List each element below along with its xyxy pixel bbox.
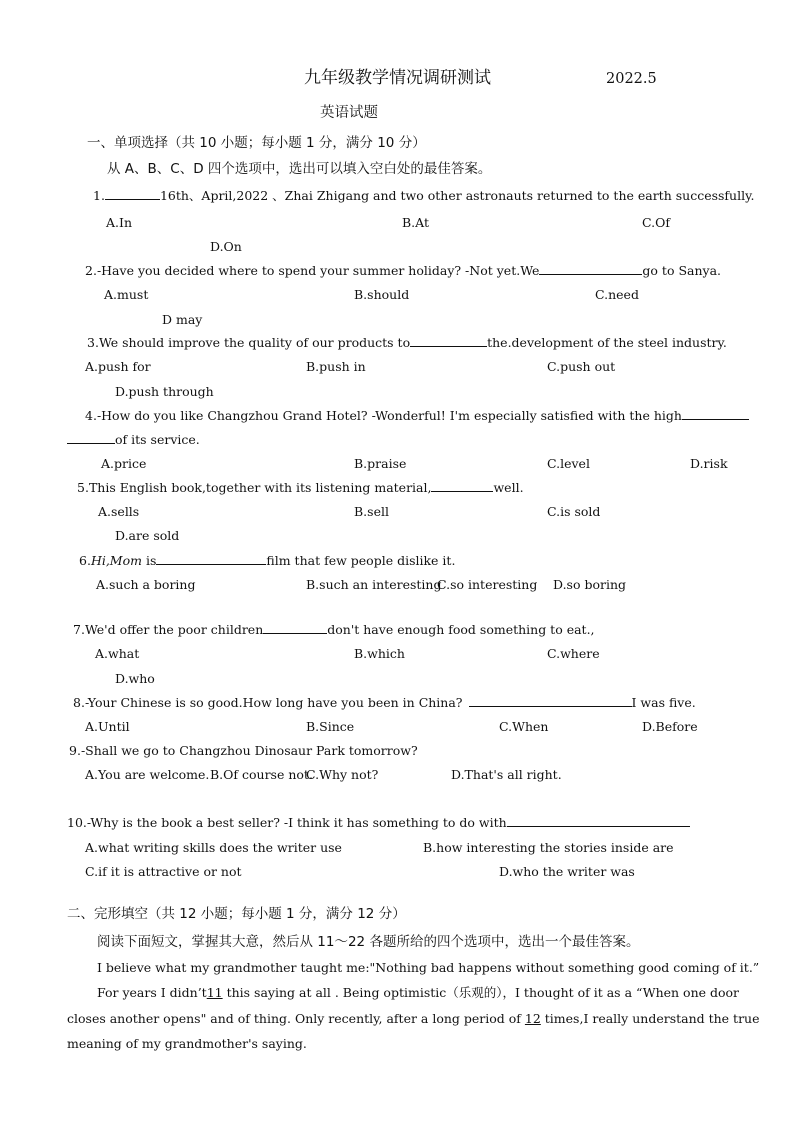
option-c: C.push out xyxy=(547,359,616,374)
answer-blank xyxy=(410,335,487,347)
option-a: A.You are welcome. xyxy=(85,767,210,782)
option-b: B.how interesting the stories inside are xyxy=(423,840,674,855)
answer-blank xyxy=(156,553,266,565)
question-7-stem xyxy=(73,622,595,638)
option-d: D.so boring xyxy=(553,577,627,592)
question-number: 1. xyxy=(93,188,105,203)
question-6-stem xyxy=(79,553,455,569)
question-text-after: of its service. xyxy=(115,432,200,447)
cloze-blank-12: 12 xyxy=(524,1011,541,1026)
question-text-after: I was five. xyxy=(631,695,696,710)
question-number: 10. xyxy=(67,815,87,830)
option-a: A.Until xyxy=(85,719,130,734)
answer-blank xyxy=(105,188,160,200)
option-d: D.On xyxy=(210,239,242,254)
question-text-after: go to Sanya. xyxy=(642,263,721,278)
option-b: B.At xyxy=(402,215,429,230)
answer-blank xyxy=(507,815,690,827)
option-b: B.such an interesting xyxy=(306,577,442,592)
question-number: 4. xyxy=(85,408,97,423)
option-c: C.Why not? xyxy=(306,767,379,782)
question-4-stem xyxy=(85,408,749,424)
option-a: A.what writing skills does the writer use xyxy=(85,840,342,855)
question-5-stem xyxy=(77,480,524,496)
question-text-before: We'd offer the poor children xyxy=(84,622,264,637)
question-10-stem xyxy=(67,815,690,831)
question-text-before: -How do you like Changzhou Grand Hotel? -Wonderful! I'm especially satisfied with the high xyxy=(96,408,682,423)
film-title: Hi,Mom xyxy=(90,553,142,568)
passage-text: For years I didn’t xyxy=(97,985,207,1000)
question-number: 6. xyxy=(79,553,91,568)
option-a: A.sells xyxy=(98,504,140,519)
question-text-before: -Your Chinese is so good.How long have you been in China? xyxy=(84,695,463,710)
option-b: B.push in xyxy=(306,359,366,374)
passage-text: this saying at all . Being optimistic（乐观的），I thought of it as a “When one door xyxy=(222,985,740,1000)
answer-blank xyxy=(263,622,327,634)
page-title: 九年级教学情况调研测试 xyxy=(304,68,491,88)
question-text-after: well. xyxy=(493,480,524,495)
passage-line-4: meaning of my grandmother's saying. xyxy=(67,1036,307,1051)
section2-instruction: 阅读下面短文，掌握其大意，然后从 11～22 各题所给的四个选项中，选出一个最佳答案。 xyxy=(97,934,640,950)
question-3-stem xyxy=(87,335,727,351)
section2-heading: 二、完形填空（共 12 小题；每小题 1 分，满分 12 分） xyxy=(67,906,406,922)
passage-line-3 xyxy=(67,1011,760,1027)
option-b: B.which xyxy=(354,646,405,661)
option-c: C.so interesting xyxy=(437,577,538,592)
option-c: C.Of xyxy=(642,215,670,230)
option-d: D.risk xyxy=(690,456,728,471)
passage-paragraph-1: I believe what my grandmother taught me:"Nothing bad happens without something good coming of it.” xyxy=(97,960,760,975)
question-number: 5. xyxy=(77,480,89,495)
answer-blank xyxy=(539,263,642,275)
option-b: B.praise xyxy=(354,456,407,471)
question-number: 7. xyxy=(73,622,85,637)
page-subtitle: 英语试题 xyxy=(320,105,378,121)
question-text-before: This English book,together with its listening material, xyxy=(88,480,432,495)
option-b: B.sell xyxy=(354,504,389,519)
answer-blank xyxy=(431,480,493,492)
option-d: D.push through xyxy=(115,384,214,399)
option-a: A.In xyxy=(106,215,132,230)
section1-heading: 一、单项选择（共 10 小题；每小题 1 分，满分 10 分） xyxy=(87,135,426,151)
question-text-after: don't have enough food something to eat., xyxy=(327,622,595,637)
option-c: C.level xyxy=(547,456,590,471)
option-d: D.are sold xyxy=(115,528,180,543)
option-a: A.must xyxy=(104,287,149,302)
question-text-after: the.development of the steel industry. xyxy=(487,335,727,350)
question-text-before: is xyxy=(142,553,157,568)
question-number: 8. xyxy=(73,695,85,710)
answer-blank xyxy=(682,408,749,420)
option-b: B.should xyxy=(354,287,410,302)
answer-blank xyxy=(67,432,115,444)
question-9-stem xyxy=(69,743,418,759)
option-a: A.price xyxy=(101,456,147,471)
option-c: C.is sold xyxy=(547,504,601,519)
passage-text: times,I really understand the true xyxy=(540,1011,760,1026)
option-d: D may xyxy=(162,312,203,327)
question-number: 2. xyxy=(85,263,97,278)
cloze-blank-11: 11 xyxy=(206,985,223,1000)
passage-line-2 xyxy=(97,985,740,1001)
option-a: A.what xyxy=(95,646,140,661)
question-number: 3. xyxy=(87,335,99,350)
question-text-before: -Shall we go to Changzhou Dinosaur Park tomorrow? xyxy=(80,743,418,758)
option-c: C.need xyxy=(595,287,639,302)
answer-blank xyxy=(469,695,632,707)
option-d: D.who the writer was xyxy=(499,864,635,879)
question-number: 9. xyxy=(69,743,81,758)
question-1-stem xyxy=(93,188,754,204)
option-d: D.who xyxy=(115,671,155,686)
option-a: A.push for xyxy=(85,359,151,374)
question-text-before: We should improve the quality of our products to xyxy=(98,335,411,350)
option-b: B.Of course not. xyxy=(210,767,313,782)
question-text-after: film that few people dislike it. xyxy=(266,553,456,568)
question-text-before: -Have you decided where to spend your summer holiday? -Not yet.We xyxy=(96,263,540,278)
question-2-stem xyxy=(85,263,721,279)
option-c: C.where xyxy=(547,646,600,661)
question-text-after: 16th、April,2022 、Zhai Zhigang and two other astronauts returned to the earth successfully. xyxy=(159,188,755,203)
option-a: A.such a boring xyxy=(96,577,196,592)
section1-instruction: 从 A、B、C、D 四个选项中，选出可以填入空白处的最佳答案。 xyxy=(107,161,492,177)
exam-date: 2022.5 xyxy=(606,71,657,87)
question-text-before: -Why is the book a best seller? -I think it has something to do with xyxy=(86,815,507,830)
option-c: C.if it is attractive or not xyxy=(85,864,242,879)
question-4-stem-cont xyxy=(67,432,200,448)
option-b: B.Since xyxy=(306,719,355,734)
question-8-stem xyxy=(73,695,696,711)
option-d: D.That's all right. xyxy=(451,767,562,782)
option-d: D.Before xyxy=(642,719,698,734)
passage-text: closes another opens" and of thing. Only recently, after a long period of xyxy=(67,1011,525,1026)
option-c: C.When xyxy=(499,719,549,734)
